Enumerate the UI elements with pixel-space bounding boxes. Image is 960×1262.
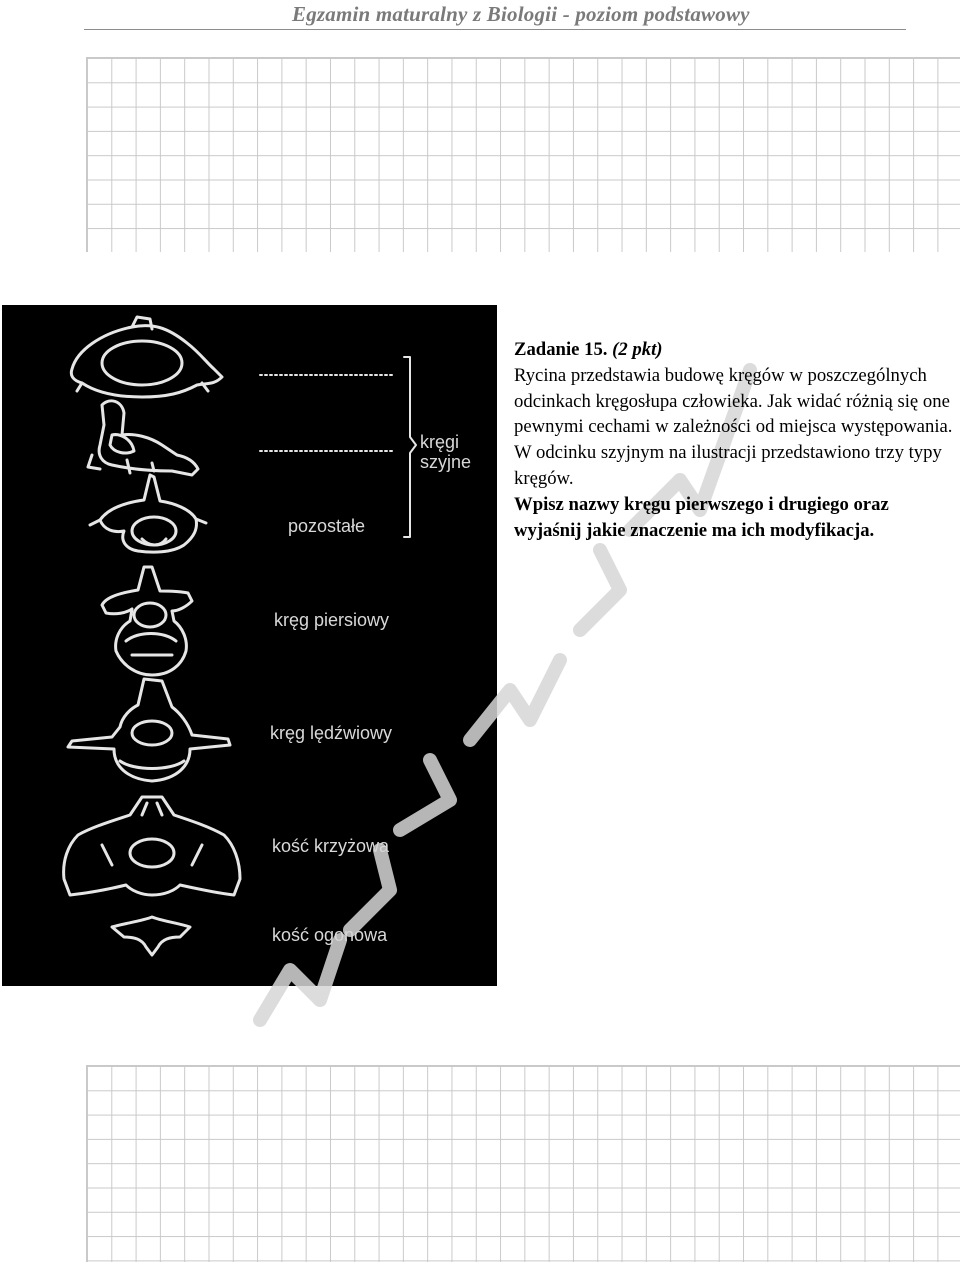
cervical-vertebra-drawing: [90, 475, 206, 552]
label-cervical-line1: kręgi: [420, 432, 460, 452]
exam-title: Egzamin maturalny z Biologii - poziom podstawowy: [292, 2, 750, 26]
task-title: Zadanie 15.: [514, 339, 608, 360]
label-cervical-line2: szyjne: [420, 452, 472, 472]
task-heading: [514, 337, 960, 363]
answer-grid-top[interactable]: [86, 57, 960, 252]
vertebrae-drawings: [2, 305, 497, 986]
thoracic-vertebra-drawing: [102, 567, 192, 675]
label-sacrum: kość krzyżowa: [272, 836, 390, 856]
coccyx-drawing: [112, 917, 190, 955]
sacrum-drawing: [64, 797, 240, 895]
task-body: Rycina przedstawia budowę kręgów w poszczególnych odcinkach kręgosłupa człowieka. Jak widać różnią się one pewnymi cechami w zależności od miejsca występowania. W odcinku szyjnym na ilustracji przedstawiono trzy typy kręgów.: [514, 364, 953, 489]
label-coccyx: kość ogonowa: [272, 925, 388, 945]
header-rule: [84, 29, 906, 30]
task-command: Wpisz nazwy kręgu pierwszego i drugiego oraz wyjaśnij jakie znaczenie ma ich modyfikacja.: [514, 493, 889, 541]
label-lumbar: kręg lędźwiowy: [270, 723, 393, 743]
label-thoracic: kręg piersiowy: [274, 610, 390, 630]
page-header: [0, 0, 960, 34]
lumbar-vertebra-drawing: [68, 679, 230, 781]
answer-grid-bottom[interactable]: [86, 1065, 960, 1262]
label-others: pozostałe: [288, 516, 366, 536]
vertebrae-figure: [2, 305, 497, 986]
label-leaders: [260, 357, 416, 537]
label-cervical: [420, 432, 471, 472]
task-15: [514, 337, 960, 543]
atlas-vertebra-drawing: [71, 317, 222, 397]
axis-vertebra-drawing: [88, 401, 198, 475]
task-points: (2 pkt): [612, 339, 663, 360]
